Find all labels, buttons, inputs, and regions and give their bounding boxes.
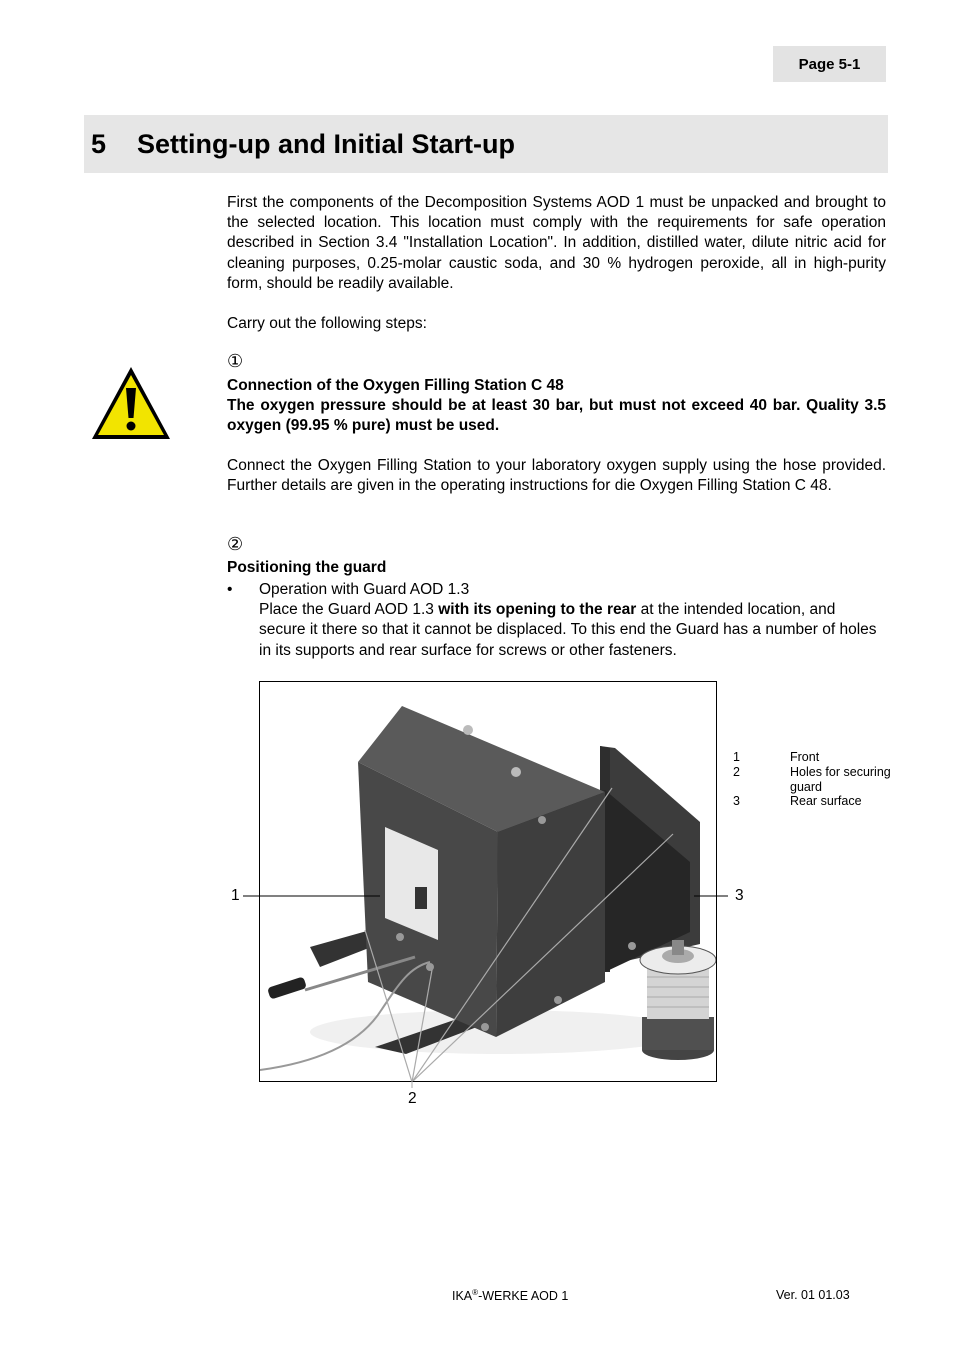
- desc-part-2: at the intended location, and secure it there so that it cannot be displaced. To this end the Guard has a number of holes in its supports and rear surface for screws or other fasteners.: [259, 601, 877, 659]
- legend-number: 2: [733, 765, 740, 779]
- desc-part-bold: with its opening to the rear: [438, 601, 637, 619]
- bullet-mark: •: [227, 581, 233, 598]
- step-1-marker: ①: [227, 351, 244, 371]
- step-2-marker: ②: [227, 534, 244, 554]
- page-number-badge: Page 5-1: [773, 46, 886, 82]
- legend-text: Rear surface: [790, 794, 862, 808]
- footer-version: Ver. 01 01.03: [776, 1288, 850, 1302]
- callout-2: 2: [408, 1090, 417, 1107]
- legend-number: 3: [733, 794, 740, 808]
- chapter-title: Setting-up and Initial Start-up: [137, 128, 515, 159]
- intro-paragraph: First the components of the Decomposition Systems AOD 1 must be unpacked and brought to the selected location. This location must comply with the requirements for safe operation described in Section 3.4 "Installation Location". In addition, distilled water, dilute nitric acid for cleaning purposes, 0.25-molar caustic soda, and 30 % hydrogen peroxide, all in high-purity form, should be readily available.: [227, 194, 886, 292]
- callout-1: 1: [231, 887, 240, 904]
- footer-product: -WERKE AOD 1: [478, 1289, 569, 1304]
- callout-3: 3: [735, 887, 744, 904]
- footer-brand: [452, 1288, 568, 1303]
- step-1-heading: Connection of the Oxygen Filling Station C 48: [227, 377, 564, 394]
- legend-item: [733, 750, 913, 765]
- steps-lead: Carry out the following steps:: [227, 315, 427, 332]
- footer-brand-name: IKA: [452, 1289, 473, 1304]
- legend-number: 1: [733, 750, 740, 764]
- legend-item: [733, 765, 913, 795]
- legend-text: Holes for securing guard: [790, 765, 891, 794]
- step-2-heading: Positioning the guard: [227, 559, 387, 576]
- step-1-warning: The oxygen pressure should be at least 30 bar, but must not exceed 40 bar. Quality 3.5 oxygen (99.95 % pure) must be used.: [227, 397, 886, 435]
- chapter-number: 5: [91, 128, 107, 159]
- bullet-title: Operation with Guard AOD 1.3: [259, 581, 470, 598]
- legend-text: Front: [790, 750, 820, 764]
- footer-registered-mark: ®: [472, 1288, 479, 1297]
- desc-part-1: Place the Guard AOD 1.3: [259, 601, 439, 619]
- step-1-text: Connect the Oxygen Filling Station to your laboratory oxygen supply using the hose provided. Further details are given in the operating instructions for die Oxygen Filling Station C 48.: [227, 457, 886, 495]
- legend-item: [733, 794, 913, 809]
